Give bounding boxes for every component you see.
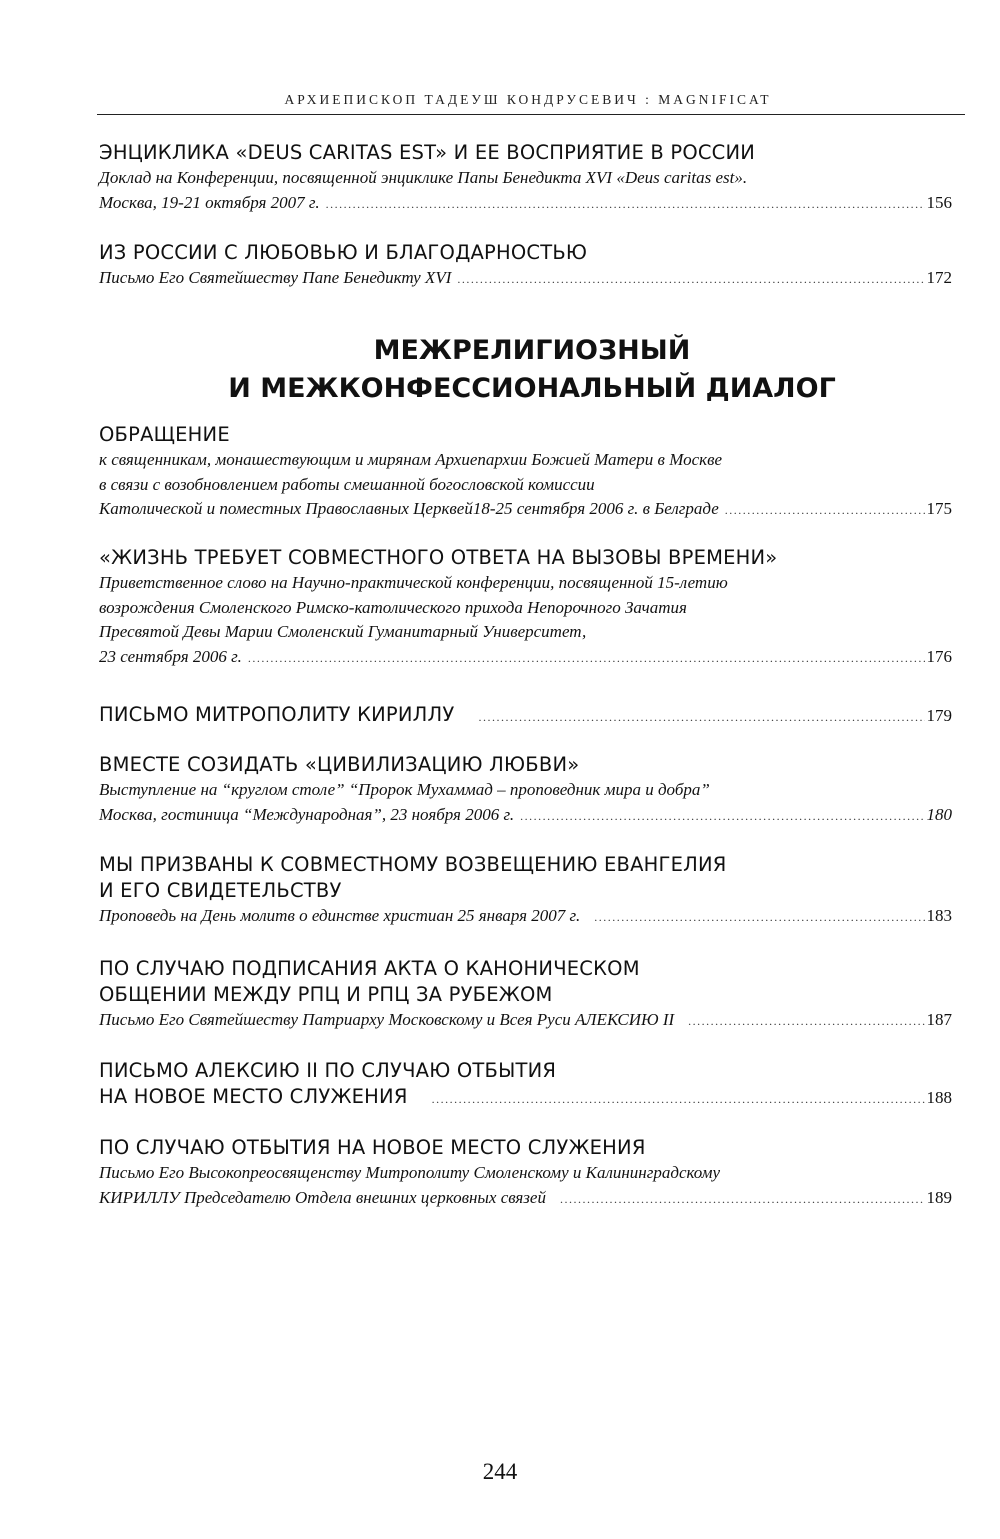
toc-entry[interactable] — [99, 545, 952, 670]
dot-leader — [248, 646, 925, 671]
entry-subtitle: Католической и поместных Православных Церквей18-25 сентября 2006 г. в Белграде — [99, 499, 719, 518]
page-number: 188 — [926, 1088, 952, 1107]
entry-title: ПИСЬМО АЛЕКСИЮ II ПО СЛУЧАЮ ОТБЫТИЯ — [99, 1059, 557, 1082]
toc-entry[interactable] — [99, 702, 952, 728]
entry-title: ПИСЬМО МИТРОПОЛИТУ КИРИЛЛУ — [99, 703, 455, 726]
entry-subtitle: 23 сентября 2006 г. — [99, 646, 242, 666]
section-heading-line: МЕЖРЕЛИГИОЗНЫЙ — [373, 335, 691, 366]
entry-subtitle: Доклад на Конференции, посвященной энциклике Папы Бенедикта XVI «Deus caritas est». — [99, 168, 748, 187]
toc-entry[interactable] — [99, 140, 952, 216]
entry-title: ПО СЛУЧАЮ ОТБЫТИЯ НА НОВОЕ МЕСТО СЛУЖЕНИЯ — [99, 1136, 646, 1159]
dot-leader — [432, 1092, 925, 1107]
dot-leader — [457, 267, 924, 292]
page-folio: 244 — [482, 1459, 518, 1484]
section-heading-line: И МЕЖКОНФЕССИОНАЛЬНЫЙ ДИАЛОГ — [228, 373, 836, 404]
entry-subtitle: в связи с возобновлением работы смешанной богословской комиссии — [99, 474, 595, 494]
toc-entry[interactable] — [99, 752, 952, 828]
running-head: АРХИЕПИСКОП ТАДЕУШ КОНДРУСЕВИЧ : MAGNIFICAT — [284, 92, 772, 107]
entry-subtitle: Москва, гостиница “Международная”, 23 ноября 2006 г. — [99, 804, 515, 824]
header-rule — [97, 114, 965, 115]
toc-entry[interactable] — [99, 240, 952, 292]
toc-entry[interactable] — [99, 422, 952, 523]
toc-entry[interactable] — [99, 1135, 952, 1211]
entry-subtitle: Письмо Его Высокопреосвященству Митрополиту Смоленскому и Калининградскому — [99, 1163, 721, 1182]
toc-entry[interactable] — [99, 1058, 952, 1110]
entry-title: И ЕГО СВИДЕТЕЛЬСТВУ — [99, 879, 342, 902]
entry-title: МЫ ПРИЗВАНЫ К СОВМЕСТНОМУ ВОЗВЕЩЕНИЮ ЕВАНГЕЛИЯ — [99, 853, 727, 876]
entry-subtitle: к священникам, монашествующим и мирянам Архиепархии Божией Матери в Москве — [99, 450, 723, 469]
entry-subtitle: Выступление на “круглом столе” “Пророк Мухаммад – проповедник мира и добра” — [99, 780, 710, 799]
page-number: 172 — [926, 268, 952, 287]
page-number: 187 — [926, 1010, 952, 1029]
dot-leader — [479, 710, 925, 725]
entry-title: ВМЕСТЕ СОЗИДАТЬ «ЦИВИЛИЗАЦИЮ ЛЮБВИ» — [99, 753, 580, 776]
page-number: 179 — [926, 706, 952, 725]
page-number: 175 — [926, 499, 952, 518]
toc-entry[interactable] — [99, 956, 952, 1034]
entry-title: ИЗ РОССИИ С ЛЮБОВЬЮ И БЛАГОДАРНОСТЬЮ — [99, 241, 588, 264]
dot-leader — [725, 498, 925, 523]
entry-subtitle: Москва, 19-21 октября 2007 г. — [99, 192, 320, 212]
page-number: 176 — [926, 646, 952, 666]
page-number: 183 — [926, 906, 952, 925]
entry-title: ОБЩЕНИИ МЕЖДУ РПЦ И РПЦ ЗА РУБЕЖОМ — [99, 983, 553, 1006]
entry-subtitle: Письмо Его Святейшеству Патриарху Московскому и Всея Руси АЛЕКСИЮ II — [99, 1010, 675, 1029]
entry-subtitle: Письмо Его Святейшеству Папе Бенедикту XVI — [99, 268, 452, 287]
dot-leader — [594, 905, 924, 930]
section-heading — [97, 332, 967, 408]
entry-subtitle: Проповедь на День молитв о единстве христиан 25 января 2007 г. — [99, 906, 581, 925]
entry-title: ОБРАЩЕНИЕ — [99, 423, 230, 446]
dot-leader — [560, 1187, 925, 1212]
entry-title: ЭНЦИКЛИКА «DEUS CARITAS EST» И ЕЕ ВОСПРИЯТИЕ В РОССИИ — [99, 141, 756, 164]
entry-title: ПО СЛУЧАЮ ПОДПИСАНИЯ АКТА О КАНОНИЧЕСКОМ — [99, 957, 640, 980]
entry-title: НА НОВОЕ МЕСТО СЛУЖЕНИЯ — [99, 1085, 408, 1108]
dot-leader — [688, 1009, 924, 1034]
entry-subtitle: возрождения Смоленского Римско-католического прихода Непорочного Зачатия — [99, 597, 687, 617]
toc-entry[interactable] — [99, 852, 952, 930]
page-number: 156 — [926, 192, 952, 212]
page-number: 180 — [926, 804, 952, 824]
entry-subtitle: Приветственное слово на Научно-практической конференции, посвященной 15-летию — [99, 573, 728, 592]
entry-subtitle: КИРИЛЛУ Председателю Отдела внешних церковных связей — [99, 1187, 546, 1207]
page-number: 189 — [926, 1187, 952, 1207]
entry-subtitle: Пресвятой Девы Марии Смоленский Гуманитарный Университет, — [99, 622, 587, 641]
dot-leader — [326, 192, 925, 217]
dot-leader — [520, 804, 924, 829]
entry-title: «ЖИЗНЬ ТРЕБУЕТ СОВМЕСТНОГО ОТВЕТА НА ВЫЗОВЫ ВРЕМЕНИ» — [99, 546, 778, 569]
